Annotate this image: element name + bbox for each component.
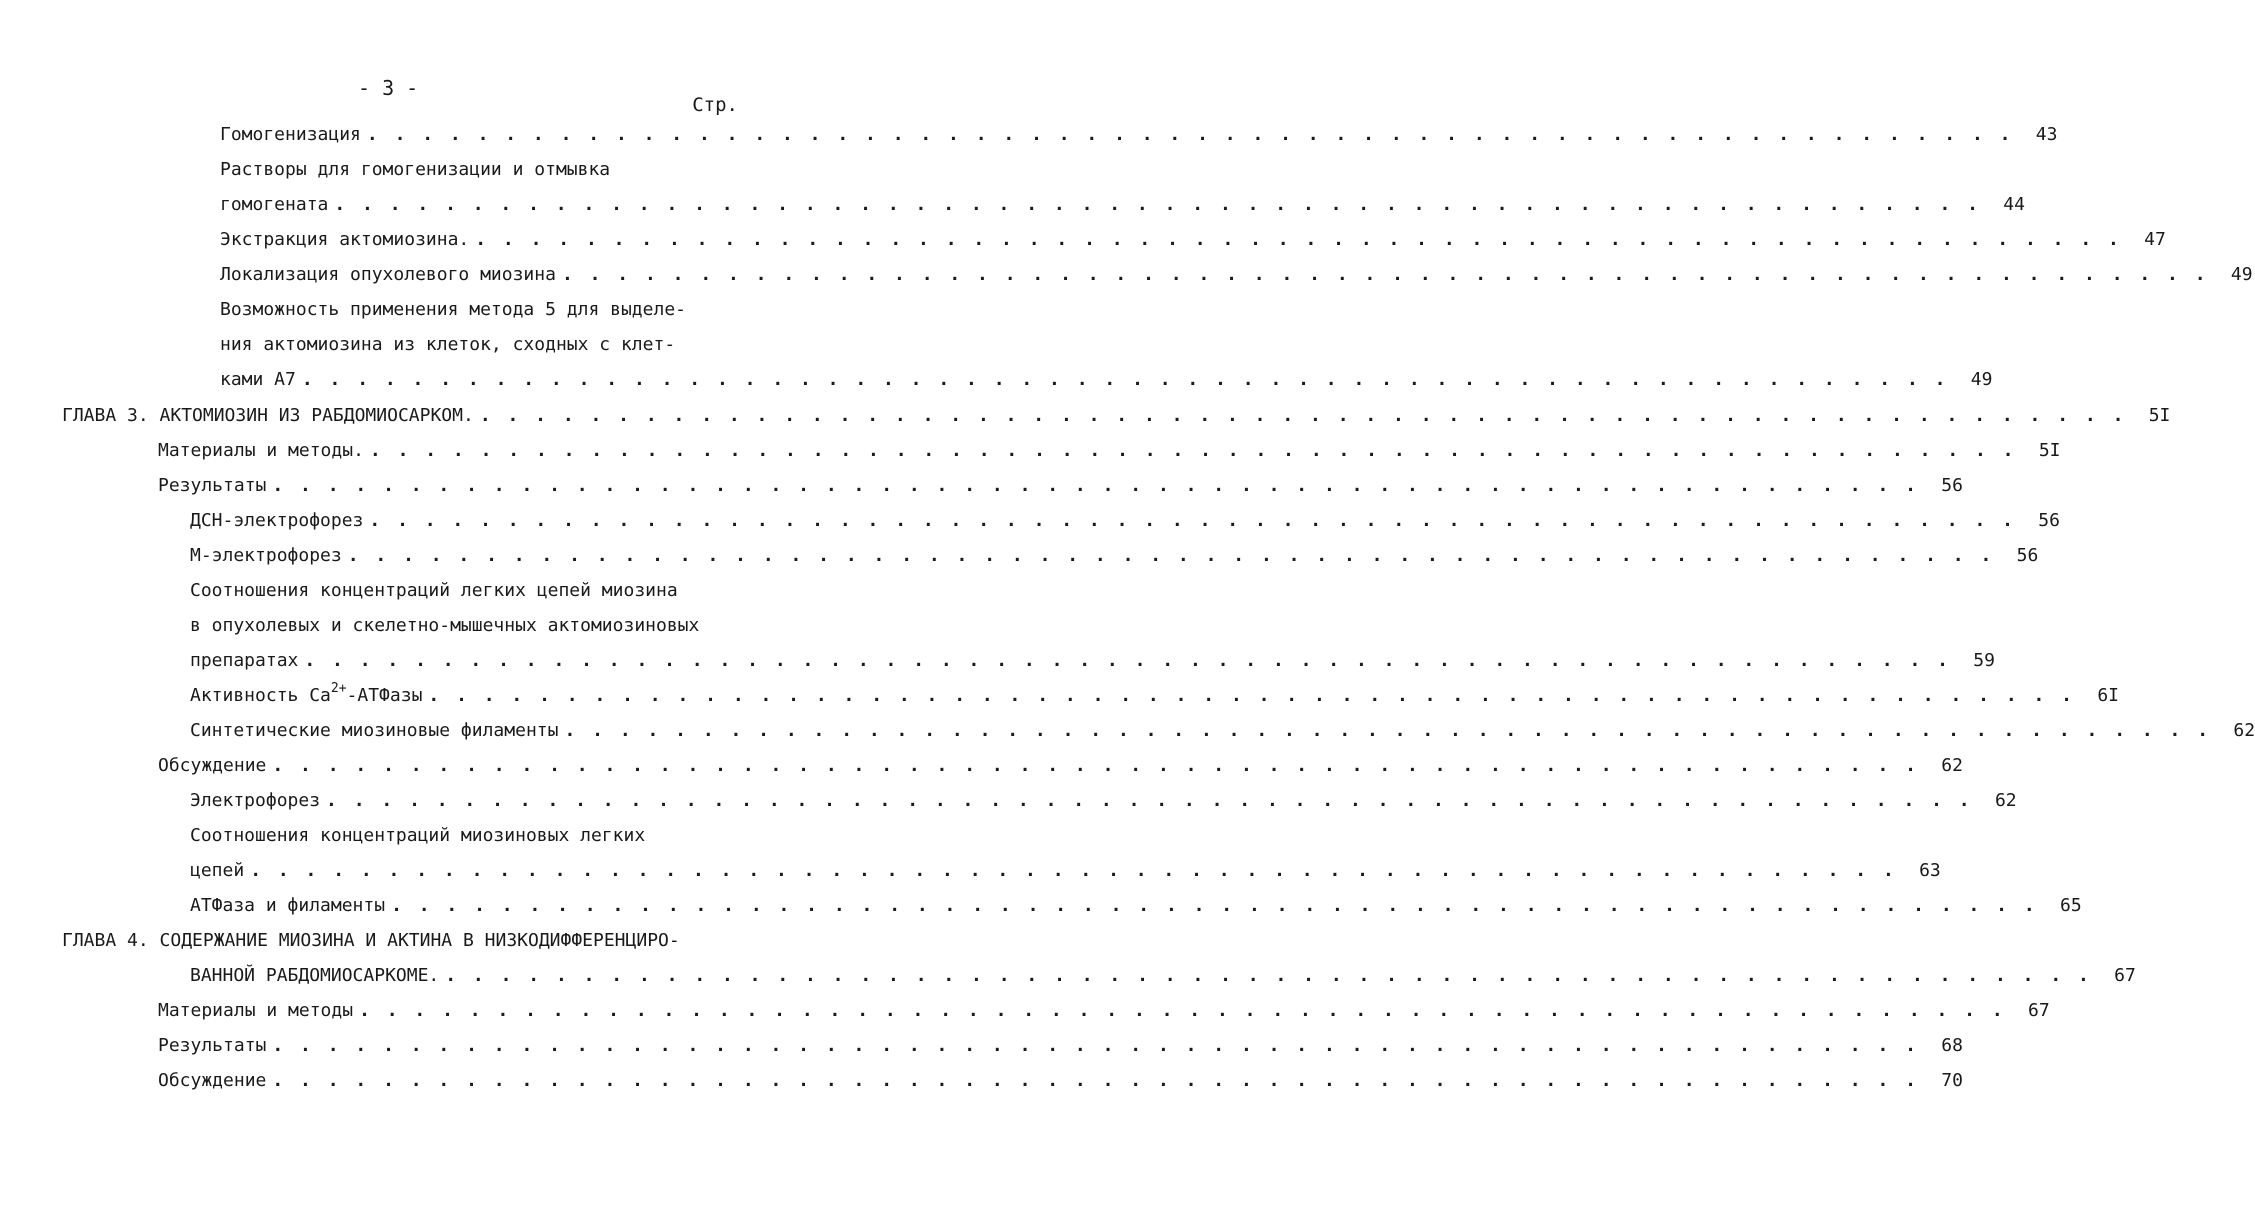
toc-entry-title: Обсуждение	[158, 1070, 267, 1091]
toc-leader-dots: . . . . . . . . . . . . . . . . . . . . . . . . . . . . . . . . . . . . . . . . . . . . . . . . . . . . . . . . . . . .	[428, 685, 2075, 706]
toc-leader-dots: . . . . . . . . . . . . . . . . . . . . . . . . . . . . . . . . . . . . . . . . . . . . . . . . . . . . . . . . . . . .	[272, 1070, 1919, 1091]
toc-entry	[220, 159, 732, 189]
toc-entry-title: Материалы и методы.	[158, 440, 364, 461]
toc-entry	[190, 790, 2017, 820]
toc-entry	[220, 124, 2058, 154]
superscript-charge: 2+	[330, 681, 347, 696]
toc-entry-title: Материалы и методы	[158, 1000, 354, 1021]
toc-entry-title: ния актомиозина из клеток, сходных с клет-	[220, 334, 676, 355]
toc-entry	[158, 1035, 1963, 1065]
toc-leader-dots: . . . . . . . . . . . . . . . . . . . . . . . . . . . . . . . . . . . . . . . . . . . . . . . . . . . . . . . . . . . .	[326, 790, 1973, 811]
toc-entry-title: М-электрофорез	[190, 545, 342, 566]
toc-entry-page: 44	[2003, 194, 2025, 215]
toc-leader-dots: . . . . . . . . . . . . . . . . . . . . . . . . . . . . . . . . . . . . . . . . . . . . . . . . . . . . . . . . . . . .	[561, 264, 2209, 285]
toc-entry-title: Соотношения концентраций легких цепей миозина	[190, 580, 678, 601]
toc-entry	[220, 229, 2166, 259]
toc-entry-title: Локализация опухолевого миозина	[220, 264, 556, 285]
toc-entry	[220, 369, 1993, 399]
toc-leader-dots: . . . . . . . . . . . . . . . . . . . . . . . . . . . . . . . . . . . . . . . . . . . . . . . . . . . . . . . . . . . .	[475, 229, 2122, 250]
toc-leader-dots: . . . . . . . . . . . . . . . . . . . . . . . . . . . . . . . . . . . . . . . . . . . . . . . . . . . . . . . . . . . .	[301, 369, 1949, 390]
toc-entry	[158, 755, 1963, 785]
toc-leader-dots: . . . . . . . . . . . . . . . . . . . . . . . . . . . . . . . . . . . . . . . . . . . . . . . . . . . . . . . . . . . .	[359, 1000, 2006, 1021]
toc-entry	[190, 895, 2082, 925]
toc-entry-page: 43	[2035, 124, 2058, 145]
toc-leader-dots: . . . . . . . . . . . . . . . . . . . . . . . . . . . . . . . . . . . . . . . . . . . . . . . . . . . . . . . . . . . .	[334, 194, 1981, 215]
toc-leader-dots: . . . . . . . . . . . . . . . . . . . . . . . . . . . . . . . . . . . . . . . . . . . . . . . . . . . . . . . . . . . .	[391, 895, 2038, 916]
toc-leader-dots: . . . . . . . . . . . . . . . . . . . . . . . . . . . . . . . . . . . . . . . . . . . . . . . . . . . . . . . . . . . .	[347, 545, 1995, 566]
toc-entry	[158, 1000, 2050, 1030]
toc-entry	[220, 299, 732, 329]
toc-entry-title: Синтетические миозиновые филаменты	[190, 720, 559, 741]
toc-entry-page: 56	[1941, 475, 1963, 496]
toc-title-part: -АТФазы	[346, 685, 423, 706]
toc-leader-dots: . . . . . . . . . . . . . . . . . . . . . . . . . . . . . . . . . . . . . . . . . . . . . . . . . . . . . . . . . . . .	[369, 440, 2017, 461]
toc-entry-title: АТФаза и филаменты	[190, 895, 386, 916]
toc-entry	[190, 720, 2255, 750]
toc-entry-title: в опухолевых и скелетно-мышечных актомиозиновых	[190, 615, 700, 636]
toc-entry	[190, 545, 2039, 575]
toc-entry-title: Результаты	[158, 1035, 267, 1056]
toc-entry-title: ками А7	[220, 369, 296, 390]
toc-entry	[220, 334, 732, 364]
toc-entry-title: ДСН-электрофорез	[190, 510, 364, 531]
toc-entry-page: 67	[2027, 1000, 2050, 1021]
toc-entry-page: 65	[2059, 895, 2082, 916]
toc-leader-dots: . . . . . . . . . . . . . . . . . . . . . . . . . . . . . . . . . . . . . . . . . . . . . . . . . . . . . . . . . . . .	[366, 124, 2014, 145]
toc-entry-page: 68	[1941, 1035, 1963, 1056]
toc-entry	[158, 475, 1963, 505]
toc-leader-dots: . . . . . . . . . . . . . . . . . . . . . . . . . . . . . . . . . . . . . . . . . . . . . . . . . . . . . . . . . . . .	[479, 405, 2127, 426]
toc-entry	[220, 264, 2253, 294]
toc-entry	[190, 681, 2119, 715]
toc-entry-title: Гомогенизация	[220, 124, 361, 145]
toc-leader-dots: . . . . . . . . . . . . . . . . . . . . . . . . . . . . . . . . . . . . . . . . . . . . . . . . . . . . . . . . . . . .	[304, 650, 1951, 671]
toc-entry-page: 63	[1919, 860, 1941, 881]
toc-title-part: Активность Са	[190, 685, 331, 706]
toc-entry	[158, 440, 2061, 470]
toc-entry-title: цепей	[190, 860, 245, 881]
toc-entry-page: 5I	[2038, 440, 2061, 461]
toc-entry-page: 62	[1994, 790, 2017, 811]
toc-entry-page: 56	[2016, 545, 2039, 566]
toc-entry-page: 49	[2230, 264, 2253, 285]
toc-entry-page: 62	[1941, 755, 1963, 776]
toc-entry-page: 47	[2144, 229, 2166, 250]
toc-entry-title: Экстракция актомиозина.	[220, 229, 470, 250]
toc-entry	[220, 194, 2025, 224]
toc-entry-title: ГЛАВА 3. АКТОМИОЗИН ИЗ РАБДОМИОСАРКОМ.	[62, 405, 474, 426]
toc-entry	[158, 1070, 1963, 1100]
toc-leader-dots: . . . . . . . . . . . . . . . . . . . . . . . . . . . . . . . . . . . . . . . . . . . . . . . . . . . . . . . . . . . .	[272, 755, 1919, 776]
toc-leader-dots: . . . . . . . . . . . . . . . . . . . . . . . . . . . . . . . . . . . . . . . . . . . . . . . . . . . . . . . . . . . .	[250, 860, 1897, 881]
toc-entry-page: 6I	[2097, 685, 2119, 706]
toc-entry-page: 49	[1970, 369, 1993, 390]
toc-entry-title: Соотношения концентраций миозиновых легких	[190, 825, 646, 846]
toc-entry-title: Результаты	[158, 475, 267, 496]
toc-entry-title	[190, 681, 423, 706]
toc-leader-dots: . . . . . . . . . . . . . . . . . . . . . . . . . . . . . . . . . . . . . . . . . . . . . . . . . . . . . . . . . . . .	[564, 720, 2212, 741]
toc-entry-page: 67	[2114, 965, 2136, 986]
page-column-header: Стр.	[692, 94, 738, 116]
toc-entry	[190, 650, 1995, 680]
toc-entry	[190, 510, 2060, 540]
toc-chapter-entry	[62, 405, 2171, 435]
toc-leader-dots: . . . . . . . . . . . . . . . . . . . . . . . . . . . . . . . . . . . . . . . . . . . . . . . . . . . . . . . . . . . .	[369, 510, 2016, 531]
toc-entry-title: гомогената	[220, 194, 329, 215]
toc-entry	[190, 825, 732, 855]
toc-entry	[190, 580, 732, 610]
toc-entry-page: 59	[1973, 650, 1995, 671]
toc-entry-title: Растворы для гомогенизации и отмывка	[220, 159, 611, 180]
toc-entry-title: ГЛАВА 4. СОДЕРЖАНИЕ МИОЗИНА И АКТИНА В НИЗКОДИФФЕРЕНЦИРО-	[62, 930, 680, 951]
toc-entry-title: ВАННОЙ РАБДОМИОСАРКОМЕ.	[190, 965, 440, 986]
toc-entry	[190, 965, 2136, 995]
toc-leader-dots: . . . . . . . . . . . . . . . . . . . . . . . . . . . . . . . . . . . . . . . . . . . . . . . . . . . . . . . . . . . .	[272, 1035, 1919, 1056]
toc-entry-title: Электрофорез	[190, 790, 321, 811]
toc-leader-dots: . . . . . . . . . . . . . . . . . . . . . . . . . . . . . . . . . . . . . . . . . . . . . . . . . . . . . . . . . . . .	[272, 475, 1919, 496]
toc-entry-page: 5I	[2148, 405, 2171, 426]
toc-entry-title: Возможность применения метода 5 для выделе-	[220, 299, 686, 320]
toc-entry	[190, 860, 1941, 890]
toc-entry-page: 62	[2233, 720, 2255, 741]
toc-entry-title: препаратах	[190, 650, 299, 671]
toc-entry-page: 70	[1941, 1070, 1963, 1091]
toc-entry-title: Обсуждение	[158, 755, 267, 776]
page-number: - 3 -	[358, 76, 419, 100]
toc-entry	[190, 615, 732, 645]
toc-entry-page: 56	[2038, 510, 2060, 531]
toc-chapter-entry	[62, 930, 732, 960]
toc-leader-dots: . . . . . . . . . . . . . . . . . . . . . . . . . . . . . . . . . . . . . . . . . . . . . . . . . . . . . . . . . . . .	[445, 965, 2092, 986]
